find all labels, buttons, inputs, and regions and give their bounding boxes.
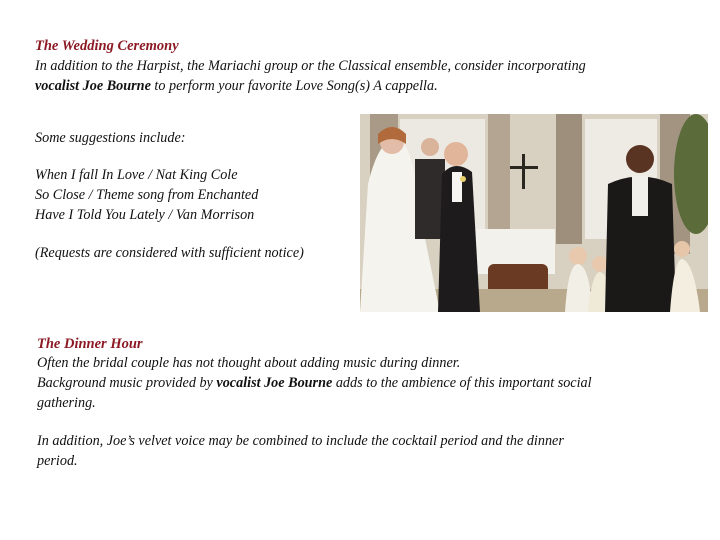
wedding-intro-line-2 [35,76,675,96]
dinner-paragraph [37,353,687,413]
dinner-line-3: gathering. [37,395,96,411]
wedding-intro-paragraph [35,56,675,96]
dinner-hour-heading: The Dinner Hour [37,336,143,352]
song-suggestion: So Close / Theme song from Enchanted [35,187,259,203]
dinner-line-1: Often the bridal couple has not thought about adding music during dinner. [37,355,461,371]
dinner-line-2-post: adds to the ambience of this important social [332,375,592,391]
suggestions-lead: Some suggestions include: [35,130,186,146]
dinner-line-4: In addition, Joe’s velvet voice may be combined to include the cocktail period and the dinner [37,433,564,449]
wedding-ceremony-heading: The Wedding Ceremony [35,38,179,54]
dinner-addition-paragraph [37,431,687,471]
requests-note: (Requests are considered with sufficient notice) [35,245,304,261]
song-suggestion: Have I Told You Lately / Van Morrison [35,207,255,223]
wedding-intro-line-1: In addition to the Harpist, the Mariachi group or the Classical ensemble, consider incorporating [35,58,586,74]
dinner-line-2-pre: Background music provided by [37,375,217,391]
wedding-intro-line-2-rest: to perform your favorite Love Song(s) A cappella. [150,78,438,94]
wedding-ceremony-photo [360,114,708,312]
dinner-line-2 [37,373,687,393]
vocalist-name-bold: vocalist Joe Bourne [35,78,151,94]
song-suggestion: When I fall In Love / Nat King Cole [35,167,238,183]
song-suggestions-list [35,165,258,225]
dinner-line-5: period. [37,453,78,469]
vocalist-name-bold: vocalist Joe Bourne [216,375,333,391]
